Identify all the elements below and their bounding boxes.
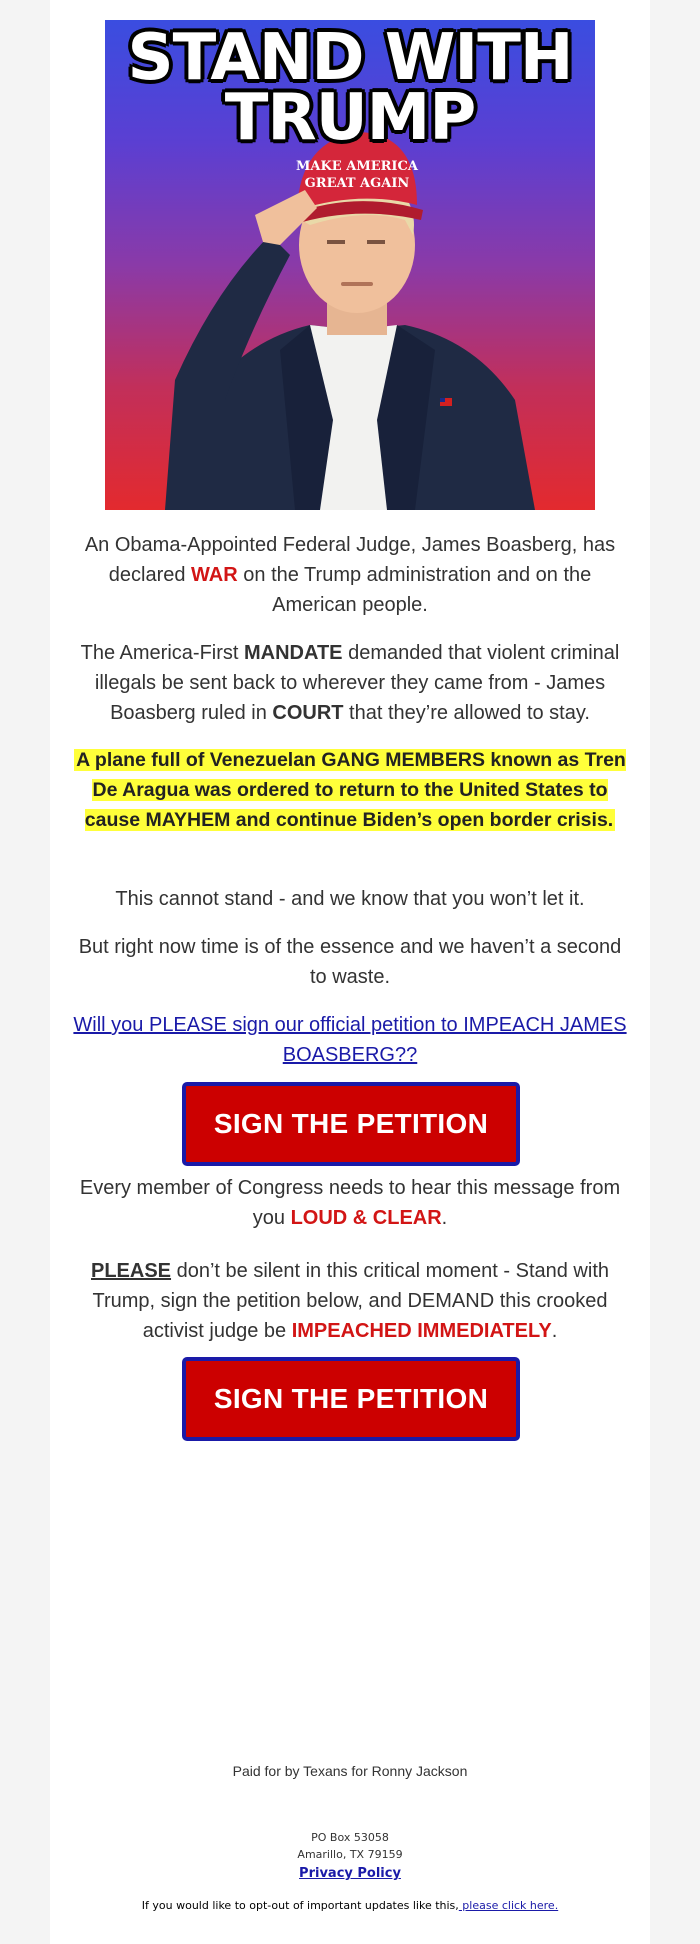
optout-link[interactable]: please click here.: [458, 1899, 559, 1912]
privacy-wrapper: [70, 1864, 630, 1882]
petition-link[interactable]: Will you PLEASE sign our official petition to IMPEACH JAMES BOASBERG??: [73, 1014, 627, 1066]
hat-text-line2: GREAT AGAIN: [304, 176, 410, 191]
intro-war-emphasis: WAR: [191, 564, 238, 586]
intro-paragraph: [70, 530, 630, 620]
intro-text-a: An Obama-Appointed Federal Judge, James Boasberg, has declared: [84, 534, 616, 586]
mandate-text-b: demanded that violent criminal illegals be sent back to wherever they came from - James Boasberg ruled in: [94, 642, 620, 724]
cannot-stand-text: This cannot stand - and we know that you won’t let it.: [115, 888, 585, 910]
hero-title-line1: STAND WITH: [127, 21, 573, 95]
congress-paragraph: [70, 1173, 630, 1233]
petition-link-wrapper: [70, 1010, 630, 1070]
congress-text-b: .: [441, 1207, 448, 1229]
court-emphasis: COURT: [272, 702, 344, 724]
mandate-paragraph: [70, 638, 630, 728]
please-text-b: .: [551, 1320, 558, 1342]
sign-petition-button-2[interactable]: SIGN THE PETITION: [182, 1357, 520, 1441]
hero-title: [105, 21, 595, 155]
address-line1: PO Box 53058: [311, 1831, 389, 1844]
loud-clear-emphasis: LOUD & CLEAR: [290, 1207, 442, 1229]
sign-petition-button-1[interactable]: SIGN THE PETITION: [182, 1082, 520, 1166]
mandate-text-a: The America-First: [80, 642, 244, 664]
mandate-text-c: that they’re allowed to stay.: [343, 702, 590, 724]
impeached-emphasis: IMPEACHED IMMEDIATELY: [291, 1320, 552, 1342]
intro-text-b: on the Trump administration and on the American people.: [237, 564, 592, 616]
highlighted-text: A plane full of Venezuelan GANG MEMBERS known as Tren De Aragua was ordered to return to the United States to cause MAYHEM and continue Biden’s open border crisis.: [76, 749, 626, 831]
email-container: [50, 0, 650, 1944]
cannot-stand-paragraph: [70, 884, 630, 914]
paid-for-disclaimer: Paid for by Texans for Ronny Jackson: [232, 1763, 468, 1779]
congress-text-a: Every member of Congress needs to hear this message from you: [79, 1177, 621, 1229]
hero-image[interactable]: [105, 20, 595, 510]
hat-text-line1: MAKE AMERICA: [296, 159, 418, 174]
urgency-paragraph: [70, 932, 630, 992]
mandate-emphasis: MANDATE: [244, 642, 343, 664]
hero-title-line2: TRUMP: [224, 81, 476, 155]
address-line2: Amarillo, TX 79159: [297, 1848, 403, 1861]
highlight-paragraph: [70, 745, 630, 835]
privacy-policy-link[interactable]: Privacy Policy: [299, 1866, 401, 1881]
urgency-text: But right now time is of the essence and we haven’t a second to waste.: [78, 936, 622, 988]
optout-notice: [70, 1899, 630, 1912]
mailing-address: [70, 1829, 630, 1863]
please-paragraph: [70, 1256, 630, 1346]
please-text-a: don’t be silent in this critical moment - Stand with Trump, sign the petition below, and DEMAND this crooked activist judge be: [92, 1260, 609, 1342]
optout-text: If you would like to opt-out of important updates like this,: [141, 1899, 459, 1912]
please-emphasis: PLEASE: [91, 1260, 172, 1282]
